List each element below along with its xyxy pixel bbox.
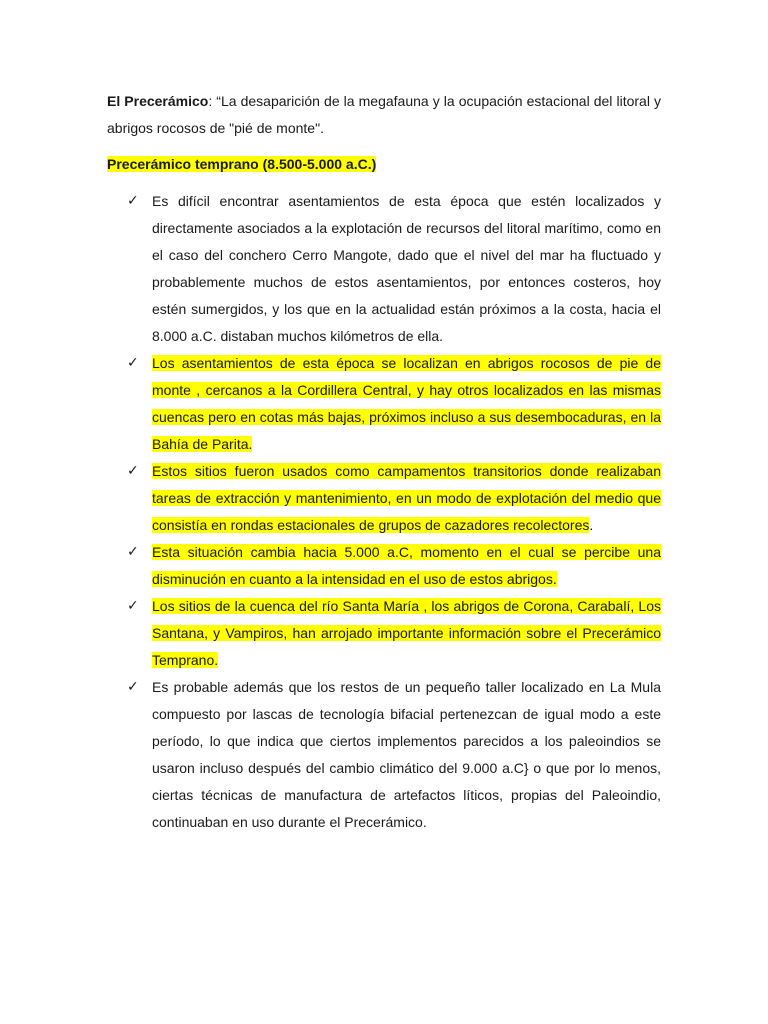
check-mark-icon: ✓ bbox=[127, 679, 139, 695]
list-item-body: Los asentamientos de esta época se localizan en abrigos rocosos de pie de monte , cercanos a la Cordillera Central, y hay otros localizados en las mismas cuencas pero en cotas más bajas, próximos incluso a sus desembocaduras, en la Bahía de Parita. bbox=[152, 355, 661, 452]
list-item-text bbox=[152, 674, 661, 836]
list-item bbox=[127, 458, 661, 539]
list-item bbox=[127, 350, 661, 458]
list-item-text bbox=[152, 458, 661, 539]
section-heading-text: Precerámico temprano (8.500-5.000 a.C.) bbox=[107, 156, 377, 172]
bullet-list bbox=[127, 188, 661, 836]
list-item-body: Es difícil encontrar asentamientos de esta época que estén localizados y directamente asociados a la explotación de recursos del litoral marítimo, como en el caso del conchero Cerro Mangote, dado que el nivel del mar ha fluctuado y probablemente muchos de estos asentamientos, por entonces costeros, hoy estén sumergidos, y los que en la actualidad están próximos a la costa, hacia el 8.000 a.C. distaban muchos kilómetros de ella. bbox=[152, 193, 661, 344]
intro-text: : “La desaparición de la megafauna y la ocupación estacional del litoral y abrigos rocosos de "pié de monte". bbox=[107, 93, 661, 136]
section-heading bbox=[107, 151, 376, 178]
list-item-body: Los sitios de la cuenca del río Santa María , los abrigos de Corona, Carabalí, Los Santana, y Vampiros, han arrojado importante información sobre el Precerámico Temprano. bbox=[152, 598, 661, 668]
list-item bbox=[127, 539, 661, 593]
list-item-tail: . bbox=[589, 517, 594, 533]
intro-paragraph bbox=[107, 88, 661, 142]
list-item bbox=[127, 674, 661, 836]
list-item-body: Estos sitios fueron usados como campamentos transitorios donde realizaban tareas de extracción y mantenimiento, en un modo de explotación del medio que consistía en rondas estacionales de grupos de cazadores recolectores bbox=[152, 463, 661, 533]
check-mark-icon: ✓ bbox=[127, 193, 139, 209]
check-mark-icon: ✓ bbox=[127, 544, 139, 560]
check-mark-icon: ✓ bbox=[127, 355, 139, 371]
list-item-body: Es probable además que los restos de un pequeño taller localizado en La Mula compuesto por lascas de tecnología bifacial pertenezcan de igual modo a este período, lo que indica que ciertos implementos parecidos a los paleoindios se usaron incluso después del cambio climático del 9.000 a.C} o que por lo menos, ciertas técnicas de manufactura de artefactos líticos, propias del Paleoindio, continuaban en uso durante el Precerámico. bbox=[152, 679, 661, 830]
intro-term: El Precerámico bbox=[107, 93, 209, 109]
list-item-text bbox=[152, 593, 661, 674]
list-item bbox=[127, 188, 661, 350]
list-item-body: Esta situación cambia hacia 5.000 a.C, momento en el cual se percibe una disminución en cuanto a la intensidad en el uso de estos abrigos. bbox=[152, 544, 661, 587]
list-item bbox=[127, 593, 661, 674]
check-mark-icon: ✓ bbox=[127, 598, 139, 614]
list-item-text bbox=[152, 350, 661, 458]
check-mark-icon: ✓ bbox=[127, 463, 139, 479]
list-item-text bbox=[152, 539, 661, 593]
list-item-text bbox=[152, 188, 661, 350]
